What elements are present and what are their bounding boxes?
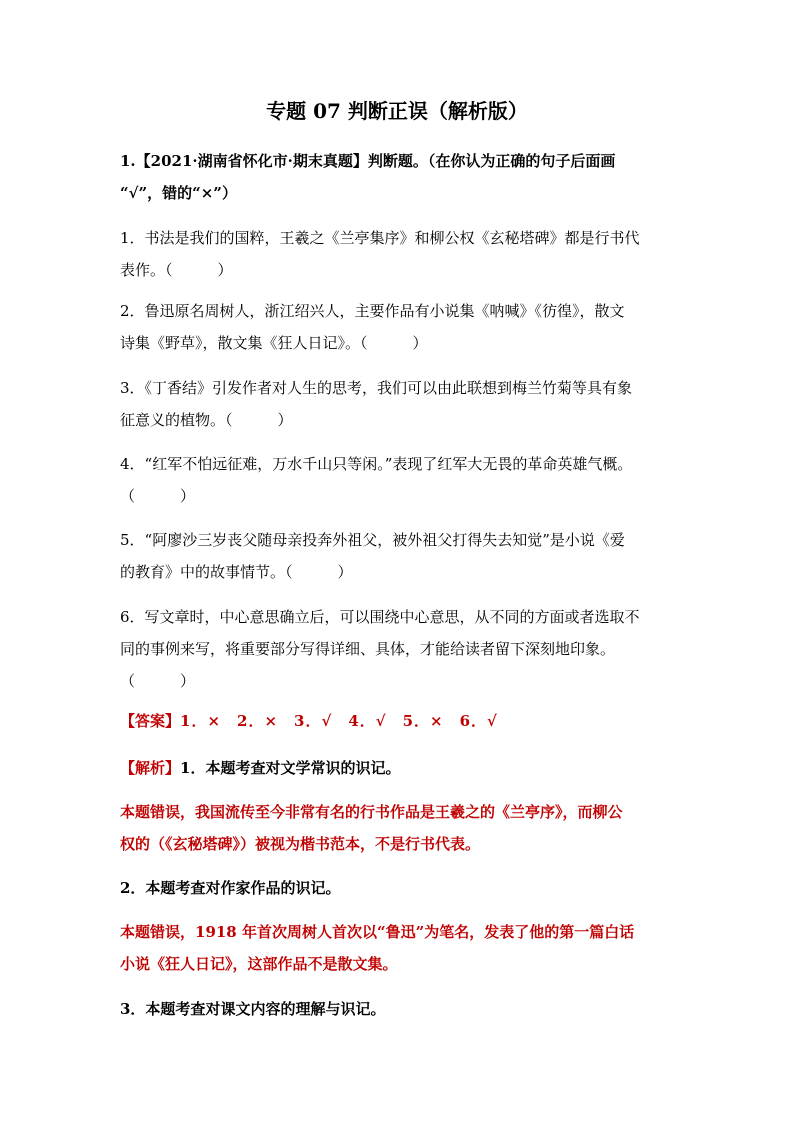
item-text-line: 表作。（ ）	[120, 261, 233, 279]
question-item-3	[120, 372, 675, 436]
item-text-line: （ ）	[120, 487, 196, 505]
analysis-point-1: 1．本题考查对文学常识的识记。	[180, 759, 401, 777]
answer-text: 1．× 2．× 3．√ 4．√ 5．× 6．√	[180, 712, 498, 730]
question-header-line: “√”，错的“×”）	[120, 184, 237, 202]
question-item-1	[120, 222, 675, 286]
analysis-label: 【解析】	[120, 759, 181, 777]
item-text-line: 的教育》中的故事情节。（ ）	[120, 563, 353, 581]
question-header-line: 1.【2021·湖南省怀化市·期末真题】判断题。（在你认为正确的句子后面画	[120, 152, 616, 170]
item-text-line: 征意义的植物。（ ）	[120, 411, 293, 429]
item-text-line: （ ）	[120, 672, 196, 690]
explanation-line: 本题错误，1918 年首次周树人首次以“鲁迅”为笔名，发表了他的第一篇白话	[120, 923, 635, 941]
item-text-line: 同的事例来写，将重要部分写得详细、具体，才能给读者留下深刻地印象。	[120, 640, 616, 658]
question-header	[120, 145, 675, 209]
analysis-explanation-1	[120, 796, 675, 860]
page-title: 专题 07 判断正误（解析版）	[266, 99, 528, 123]
analysis-point-3: 3．本题考查对课文内容的理解与识记。	[120, 1000, 386, 1018]
question-item-2	[120, 295, 675, 359]
analysis-point-2: 2．本题考查对作家作品的识记。	[120, 879, 341, 897]
item-text-line: 诗集《野草》，散文集《狂人日记》。（ ）	[120, 334, 428, 352]
explanation-line: 本题错误，我国流传至今非常有名的行书作品是王羲之的《兰亭序》，而柳公	[120, 803, 623, 821]
question-item-5	[120, 524, 675, 588]
item-text-line: 3．《丁香结》引发作者对人生的思考，我们可以由此联想到梅兰竹菊等具有象	[120, 379, 633, 397]
item-text-line: 4．“红军不怕远征难，万水千山只等闲。”表现了红军大无畏的革命英雄气概。	[120, 455, 633, 473]
answer-label: 【答案】	[120, 712, 181, 730]
item-text-line: 5．“阿廖沙三岁丧父随母亲投奔外祖父，被外祖父打得失去知觉”是小说《爱	[120, 531, 625, 549]
question-item-6	[120, 601, 675, 697]
explanation-line: 权的（《玄秘塔碑》）被视为楷书范本，不是行书代表。	[120, 835, 481, 853]
question-item-4	[120, 448, 675, 512]
explanation-line: 小说《狂人日记》，这部作品不是散文集。	[120, 955, 398, 973]
answer-line	[120, 705, 675, 737]
analysis-heading	[120, 752, 675, 784]
item-text-line: 6．写文章时，中心意思确立后，可以围绕中心意思，从不同的方面或者选取不	[120, 608, 640, 626]
item-text-line: 2．鲁迅原名周树人，浙江绍兴人，主要作品有小说集《呐喊》《彷徨》，散文	[120, 302, 625, 320]
analysis-explanation-2	[120, 916, 675, 980]
item-text-line: 1．书法是我们的国粹，王羲之《兰亭集序》和柳公权《玄秘塔碑》都是行书代	[120, 229, 640, 247]
